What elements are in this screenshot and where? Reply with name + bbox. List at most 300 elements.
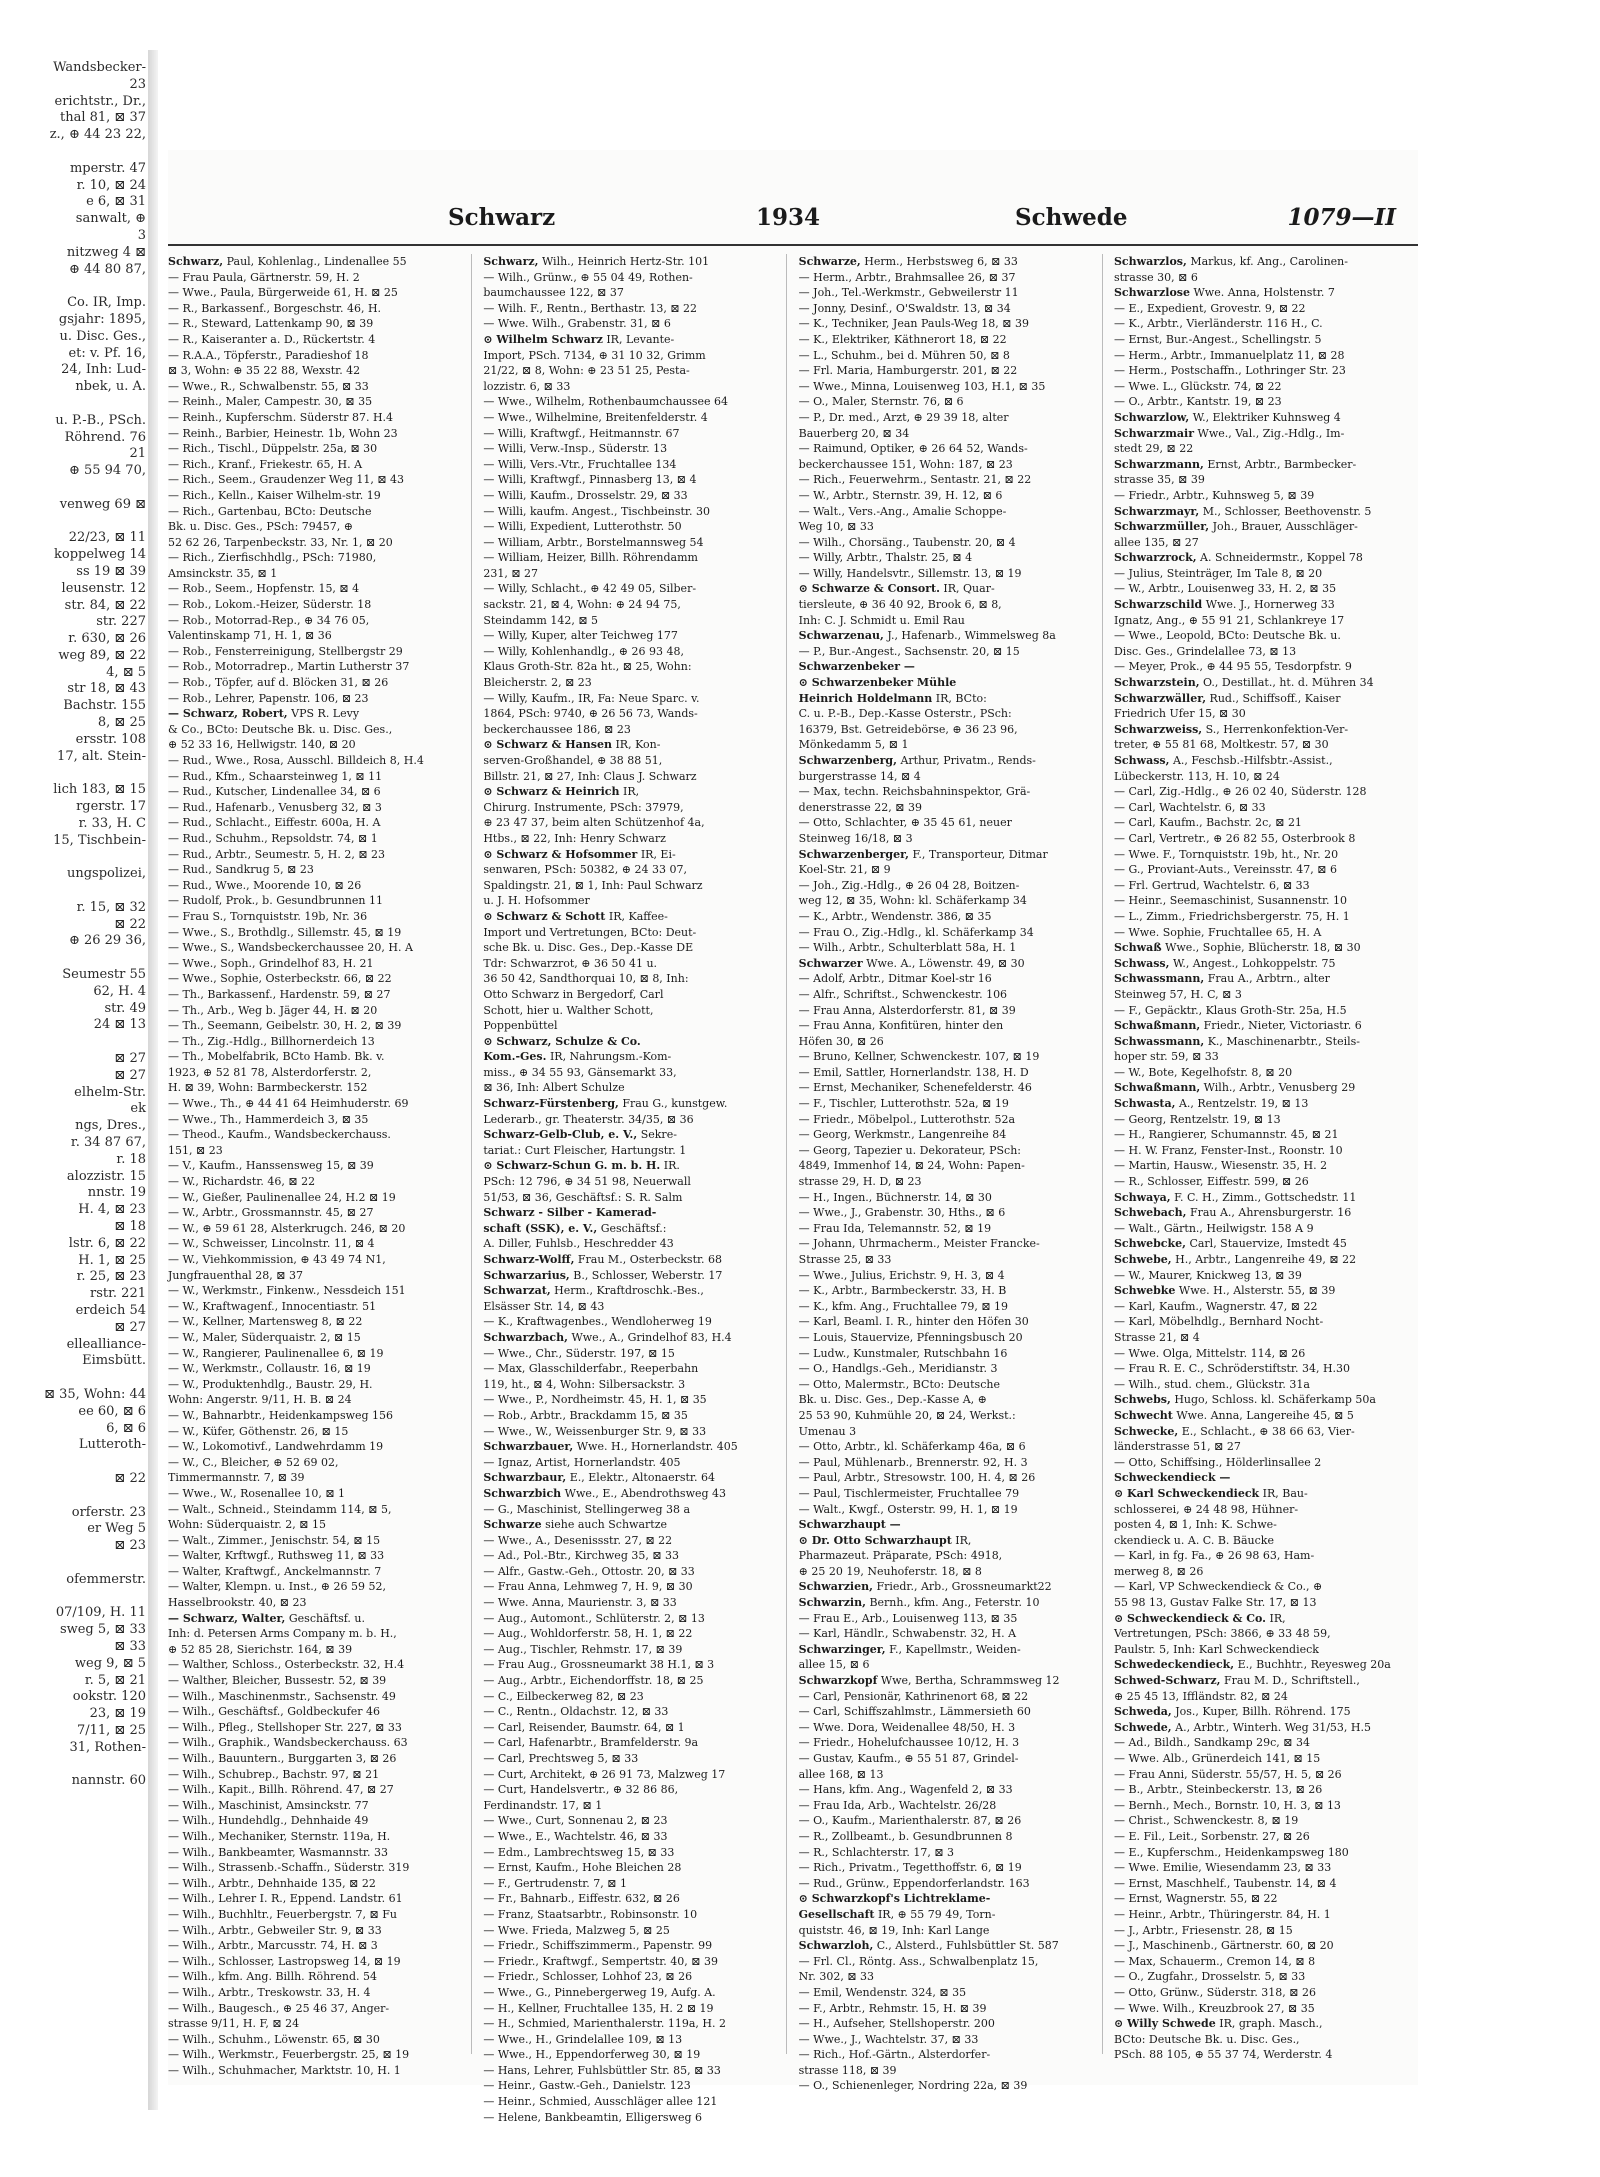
entry-name: ⊙ Schwarz-Schun G. m. b. H.: [483, 1159, 661, 1173]
entry-name: Schwarzien,: [798, 1580, 873, 1594]
directory-entry: [1114, 488, 1414, 504]
entry-text: — Wwe. Anna, Maurienstr. 3, ⊠ 33: [483, 1596, 677, 1610]
entry-text: IR, Nahrungsm.-Kom-: [549, 1050, 672, 1064]
fragment-line: weg 9, ⊠ 5: [74, 1655, 146, 1671]
entry-text: — O., Zugfahr., Drosselstr. 5, ⊠ 33: [1113, 1970, 1306, 1984]
entry-text: — Friedr., Hohelufchaussee 10/12, H. 3: [798, 1736, 1020, 1750]
entry-text: 231, ⊠ 27: [483, 566, 539, 580]
entry-text: — O., Schienenleger, Nordring 22a, ⊠ 39: [798, 2079, 1028, 2093]
directory-entry: [483, 2001, 782, 2017]
entry-text: — Carl, Wachtelstr. 6, ⊠ 33: [1113, 800, 1266, 814]
entry-text: Disc. Ges., Grindelallee 73, ⊠ 13: [1113, 644, 1297, 658]
entry-text: — Rob., Fensterreinigung, Stellbergstr 29: [168, 644, 403, 658]
entry-text: treter, ⊕ 55 81 68, Moltkestr. 57, ⊠ 30: [1113, 738, 1329, 752]
entry-text: — Wwe., Wilhelmine, Breitenfelderstr. 4: [483, 410, 708, 424]
entry-text: — Rud., Hafenarb., Venusberg 32, ⊠ 3: [168, 800, 382, 814]
directory-entry: [168, 1486, 467, 1502]
entry-text: — Wwe., Wilhelm, Rothenbaumchaussee 64: [483, 395, 729, 409]
entry-text: — W., Lokomotivf., Landwehrdamm 19: [168, 1440, 384, 1454]
entry-text: O., Destillat., ht. d. Mühren 34: [1203, 676, 1374, 690]
directory-entry: [483, 1377, 782, 1393]
fragment-line: r. 10, ⊠ 24: [76, 177, 146, 193]
directory-entry: [168, 2063, 467, 2079]
entry-text: — Ernst, Mechaniker, Schenefelderstr. 46: [798, 1081, 1032, 1095]
entry-text: — Wwe., Julius, Erichstr. 9, H. 3, ⊠ 4: [798, 1268, 1005, 1282]
entry-text: ⊕ 25 20 19, Neuhoferstr. 18, ⊠ 8: [798, 1564, 982, 1578]
directory-entry: [799, 862, 1098, 878]
directory-entry: [1114, 862, 1414, 878]
entry-text: — Paul, Arbtr., Stresowstr. 100, H. 4, ⊠ 26: [798, 1471, 1036, 1485]
entry-text: — Wilh., Schlosser, Lastropsweg 14, ⊠ 19: [168, 1954, 401, 1968]
entry-text: Carl, Stauervize, Imstedt 45: [1189, 1237, 1347, 1251]
entry-text: — Wwe., H., Eppendorferweg 30, ⊠ 19: [483, 2048, 701, 2062]
entry-text: Weg 10, ⊠ 33: [798, 520, 874, 534]
directory-entry: [1114, 831, 1414, 847]
entry-text: — Wwe. Dora, Weidenallee 48/50, H. 3: [798, 1720, 1016, 1734]
directory-entry: [168, 394, 467, 410]
directory-entry: [799, 1673, 1098, 1689]
directory-entry: [799, 566, 1098, 582]
entry-text: sche Bk. u. Disc. Ges., Dep.-Kasse DE: [483, 941, 694, 955]
fragment-line: [0, 765, 146, 782]
directory-entry: [799, 1252, 1098, 1268]
entry-text: Schott, hier u. Walther Schott,: [483, 1003, 654, 1017]
directory-entry: [1114, 628, 1414, 644]
directory-entry: [1114, 1190, 1414, 1206]
directory-entry: [483, 550, 782, 566]
entry-text: H., Arbtr., Langenreihe 49, ⊠ 22: [1175, 1253, 1357, 1266]
entry-text: — Wilh., Chorsäng., Taubenstr. 20, ⊠ 4: [798, 535, 1016, 549]
directory-entry: [799, 1065, 1098, 1081]
directory-entry: [1114, 1876, 1414, 1892]
entry-text: — Walt., Gärtn., Heilwigstr. 158 A 9: [1113, 1221, 1314, 1235]
directory-entry: [168, 1049, 467, 1065]
entry-text: — Willy, Kohlenhandlg., ⊕ 26 93 48,: [483, 644, 684, 658]
entry-text: Bk. u. Disc. Ges., PSch: 79457, ⊕: [168, 520, 353, 534]
entry-text: — Wwe., Chr., Süderstr. 197, ⊠ 15: [483, 1346, 675, 1360]
entry-text: — Wilh., Maschinenmstr., Sachsenstr. 49: [168, 1689, 396, 1703]
fragment-line: nbek, u. A.: [75, 379, 146, 395]
directory-entry: [1114, 379, 1414, 395]
entry-text: Steinweg 57, H. C, ⊠ 3: [1113, 987, 1242, 1001]
directory-entry: [1114, 2047, 1414, 2063]
directory-entry: [168, 644, 467, 660]
directory-entry: [168, 1985, 467, 2001]
entry-text: — Fr., Bahnarb., Eiffestr. 632, ⊠ 26: [483, 1892, 680, 1906]
entry-text: IR, graph. Masch.,: [1219, 2017, 1323, 2031]
fragment-line: ellealliance-: [66, 1336, 146, 1352]
entry-text: 119, ht., ⊠ 4, Wohn: Silbersackstr. 3: [483, 1377, 686, 1391]
entry-text: Wohn: Angerstr. 9/11, H. B. ⊠ 24: [168, 1393, 352, 1407]
directory-entry: [1114, 925, 1414, 941]
directory-entry: [799, 348, 1098, 364]
entry-text: — Walther, Schloss., Osterbeckstr. 32, H.4: [168, 1658, 405, 1672]
fragment-line: [0, 144, 146, 161]
entry-text: — Heinr., Arbtr., Thüringerstr. 84, H. 1: [1113, 1907, 1331, 1921]
fragment-line: H. 4, ⊠ 23: [78, 1202, 146, 1218]
entry-text: miss., ⊕ 34 55 93, Gänsemarkt 33,: [483, 1065, 677, 1079]
directory-entry: [799, 332, 1098, 348]
entry-name: Schwaya,: [1113, 1190, 1171, 1204]
entry-text: Wwe. Anna, Holstenstr. 7: [1193, 286, 1335, 300]
entry-text: allee 168, ⊠ 13: [798, 1767, 884, 1781]
directory-entry: [483, 1314, 782, 1330]
entry-text: — Heinr., Gastw.-Geh., Danielstr. 123: [483, 2079, 691, 2093]
directory-entry: [168, 301, 467, 317]
fragment-line: 21: [129, 446, 146, 462]
directory-entry: [1114, 1907, 1414, 1923]
directory-entry: [483, 878, 782, 894]
entry-text: K., Maschinenarbtr., Steils-: [1207, 1034, 1361, 1048]
entry-text: IR, ⊕ 55 79 49, Torn-: [877, 1907, 996, 1921]
directory-entry: [1114, 1049, 1414, 1065]
directory-entry: [1114, 1502, 1414, 1518]
directory-entry: [799, 644, 1098, 660]
directory-entry: [799, 815, 1098, 831]
directory-entry: [1114, 971, 1414, 987]
fragment-line: 23, ⊠ 19: [89, 1706, 146, 1722]
entry-text: — Wilh., Graphik., Wandsbeckerchauss. 63: [168, 1736, 408, 1750]
directory-entry: [1114, 1533, 1414, 1549]
entry-text: hoper str. 59, ⊠ 33: [1113, 1050, 1219, 1064]
entry-text: Timmermannstr. 7, ⊠ 39: [168, 1471, 305, 1485]
directory-entry: [483, 1455, 782, 1471]
directory-entry: [799, 316, 1098, 332]
book-gutter: [148, 50, 158, 2110]
directory-entry: [168, 800, 467, 816]
directory-entry: [483, 363, 782, 379]
entry-text: — Alfr., Gastw.-Geh., Ottostr. 20, ⊠ 33: [483, 1564, 695, 1578]
directory-entry: [168, 1782, 467, 1798]
directory-entry: [483, 1564, 782, 1580]
directory-entry: [1114, 1127, 1414, 1143]
directory-entry: [799, 301, 1098, 317]
directory-entry: [168, 1346, 467, 1362]
entry-text: — Otto, Schiffsing., Hölderlinsallee 2: [1113, 1455, 1322, 1469]
entry-text: — Max, Glasschilderfabr., Reeperbahn: [483, 1362, 699, 1376]
entry-text: W., Elektriker Kuhnsweg 4: [1192, 410, 1341, 424]
entry-text: ⊕ 23 47 37, beim alten Schützenhof 4a,: [483, 816, 705, 830]
entry-text: — Rud., Schlacht., Eiffestr. 600a, H. A: [168, 816, 381, 830]
entry-text: — Max, Schauerm., Cremon 14, ⊠ 8: [1113, 1954, 1316, 1968]
directory-entry: [168, 1564, 467, 1580]
entry-text: Koel-Str. 21, ⊠ 9: [798, 863, 891, 877]
entry-text: — Ad., Bildh., Sandkamp 29c, ⊠ 34: [1113, 1736, 1310, 1750]
fragment-line: [0, 278, 146, 295]
fragment-line: sweg 5, ⊠ 33: [59, 1622, 146, 1638]
entry-text: Wwe. H., Hornerlandstr. 405: [576, 1440, 738, 1454]
directory-entry: [799, 1642, 1098, 1658]
directory-entry: [1114, 1283, 1414, 1299]
entry-text: — Helene, Bankbeamtin, Elligersweg 6: [483, 2110, 702, 2124]
directory-entry: [1114, 1158, 1414, 1174]
directory-entry: [799, 831, 1098, 847]
entry-text: — Th., Zig.-Hdlg., Billhornerdeich 13: [168, 1034, 375, 1048]
entry-name: Schwarzweiss,: [1113, 722, 1203, 736]
entry-text: — H., Kellner, Fruchtallee 135, H. 2 ⊠ 19: [483, 2001, 714, 2015]
entry-text: — Frau O., Zig.-Hdlg., kl. Schäferkamp 34: [798, 925, 1034, 939]
directory-entry: [168, 1735, 467, 1751]
entry-text: Frau M. D., Schriftstell.,: [1223, 1674, 1360, 1688]
directory-entry: [168, 1938, 467, 1954]
entry-text: — Carl, Reisender, Baumstr. 64, ⊠ 1: [483, 1720, 685, 1734]
entry-text: — Reinh., Kupferschm. Süderstr 87. H.4: [168, 410, 394, 424]
directory-entry: [1114, 1470, 1414, 1486]
entry-name: Schwarzschild: [1113, 598, 1203, 612]
directory-entry: [168, 878, 467, 894]
directory-entry: [483, 2063, 782, 2079]
directory-entry: [168, 550, 467, 566]
entry-text: VPS R. Levy: [291, 707, 360, 721]
directory-entry: [799, 519, 1098, 535]
directory-entry: [483, 675, 782, 691]
entry-text: — Wilh., Grünw., ⊕ 55 04 49, Rothen-: [483, 270, 693, 284]
entry-text: — Otto, Malermstr., BCto: Deutsche: [798, 1377, 1000, 1391]
fragment-line: u. P.-B., PSch.: [55, 412, 146, 428]
directory-entry: [168, 1408, 467, 1424]
entry-text: A., Feschsb.-Hilfsbtr.-Assist.,: [1172, 754, 1333, 767]
fragment-line: 17, alt. Stein-: [57, 748, 146, 764]
directory-entry: [1114, 1330, 1414, 1346]
fragment-line: 6, ⊠ 6: [106, 1420, 146, 1436]
directory-entry: [1114, 1548, 1414, 1564]
directory-entry: [168, 457, 467, 473]
directory-entry: [799, 1735, 1098, 1751]
entry-text: — Frl. Maria, Hamburgerstr. 201, ⊠ 22: [798, 364, 1018, 378]
directory-entry: [483, 270, 782, 286]
directory-entry: [799, 956, 1098, 972]
entry-text: A. Schneidermstr., Koppel 78: [1200, 551, 1363, 565]
directory-entry: [799, 1891, 1098, 1907]
fragment-line: [0, 480, 146, 497]
directory-entry: [168, 1923, 467, 1939]
entry-name: Schwarzlos,: [1113, 255, 1187, 268]
directory-entry: [799, 769, 1098, 785]
entry-text: — Rich., Zierfischhdlg., PSch: 71980,: [168, 551, 377, 565]
directory-entry: [168, 1127, 467, 1143]
directory-entry: [799, 1096, 1098, 1112]
entry-text: — Theod., Kaufm., Wandsbeckerchauss.: [168, 1128, 391, 1142]
entry-text: — W., Schweisser, Lincolnstr. 11, ⊠ 4: [168, 1237, 375, 1251]
directory-entry: [483, 1626, 782, 1642]
entry-name: — Schwarz, Walter,: [168, 1611, 286, 1625]
entry-text: — Wwe. Frieda, Malzweg 5, ⊠ 25: [483, 1923, 670, 1937]
entry-text: — O., Kaufm., Marienthalerstr. 87, ⊠ 26: [798, 1814, 1022, 1828]
fragment-line: z., ⊕ 44 23 22,: [49, 127, 146, 143]
directory-entry: [168, 1252, 467, 1268]
directory-entry: [168, 581, 467, 597]
entry-text: C. u. P.-B., Dep.-Kasse Osterstr., PSch:: [798, 707, 1012, 721]
entry-text: Ferdinandstr. 17, ⊠ 1: [483, 1798, 603, 1812]
entry-name: Schwass,: [1113, 754, 1170, 767]
entry-text: Amsinckstr. 35, ⊠ 1: [168, 566, 278, 580]
directory-entry: [483, 1439, 782, 1455]
directory-entry: [483, 2110, 782, 2126]
directory-entry: [168, 1143, 467, 1159]
entry-text: — Karl, VP Schweckendieck & Co., ⊕: [1113, 1580, 1323, 1594]
entry-name: Schwasta,: [1113, 1097, 1176, 1111]
entry-text: — Willy, Handelsvtr., Sillemstr. 13, ⊠ 19: [798, 566, 1022, 580]
entry-text: — K., Elektriker, Käthnerort 18, ⊠ 22: [798, 332, 1007, 346]
entry-text: — R., Schlosser, Eiffestr. 599, ⊠ 26: [1113, 1175, 1309, 1189]
directory-entry: [483, 441, 782, 457]
directory-entry: [1114, 1689, 1414, 1705]
directory-entry: [1114, 1798, 1414, 1814]
fragment-line: ⊠ 33: [114, 1638, 146, 1654]
entry-text: — O., Maler, Sternstr. 76, ⊠ 6: [798, 395, 964, 409]
directory-entry: [799, 2047, 1098, 2063]
entry-text: Wwe., Sophie, Blücherstr. 18, ⊠ 30: [1165, 941, 1361, 955]
entry-text: — Willi, kaufm. Angest., Tischbeinstr. 30: [483, 504, 710, 518]
directory-entry: [1114, 2016, 1414, 2032]
entry-text: — Ad., Pol.-Btr., Kirchweg 35, ⊠ 33: [483, 1549, 680, 1563]
directory-entry: [168, 1299, 467, 1315]
directory-entry: [168, 1377, 467, 1393]
directory-entry: [799, 363, 1098, 379]
entry-text: — Rich., Seem., Graudenzer Weg 11, ⊠ 43: [168, 473, 405, 487]
entry-text: — Frau Anna, Konfitüren, hinter den: [798, 1019, 1004, 1033]
directory-entry: [1114, 1314, 1414, 1330]
directory-entry: [483, 1876, 782, 1892]
entry-text: — Wwe., Sophie, Osterbeckstr. 66, ⊠ 22: [168, 972, 392, 986]
entry-text: — F., Arbtr., Rehmstr. 15, H. ⊠ 39: [798, 2001, 987, 2015]
directory-entry: [168, 1548, 467, 1564]
entry-text: — Wwe., W., Rosenallee 10, ⊠ 1: [168, 1486, 346, 1500]
entry-text: — G., Maschinist, Stellingerweg 38 a: [483, 1502, 691, 1516]
entry-text: Spaldingstr. 21, ⊠ 1, Inh: Paul Schwarz: [483, 878, 703, 892]
entry-text: — Wilh., Lehrer I. R., Eppend. Landstr. 61: [168, 1892, 403, 1906]
entry-text: — H., Schmied, Marienthalerstr. 119a, H. 2: [483, 2017, 726, 2031]
entry-text: — W., Richardstr. 46, ⊠ 22: [168, 1175, 316, 1189]
directory-entry: [168, 1767, 467, 1783]
directory-entry: [1114, 457, 1414, 473]
entry-text: — P., Bur.-Angest., Sachsenstr. 20, ⊠ 15: [798, 644, 1020, 658]
entry-text: — Carl, Hafenarbtr., Bramfelderstr. 9a: [483, 1736, 699, 1750]
entry-text: — Wwe. Olga, Mittelstr. 114, ⊠ 26: [1113, 1346, 1306, 1360]
directory-entry: [483, 394, 782, 410]
directory-entry: [799, 784, 1098, 800]
fragment-line: ⊠ 22: [114, 1470, 146, 1486]
directory-entry: [168, 1065, 467, 1081]
entry-text: allee 135, ⊠ 27: [1113, 535, 1199, 549]
entry-text: — Carl, Vertretr., ⊕ 26 82 55, Osterbrook 8: [1113, 831, 1356, 845]
entry-name: Schwarzbaur,: [483, 1471, 567, 1485]
directory-entry: [168, 348, 467, 364]
entry-text: — Aug., Wohldorferstr. 58, H. 1, ⊠ 22: [483, 1627, 693, 1641]
entry-text: — Rob., Lehrer, Papenstr. 106, ⊠ 23: [168, 691, 369, 705]
entry-text: Markus, kf. Ang., Carolinen-: [1190, 255, 1348, 268]
directory-entry: [1114, 2001, 1414, 2017]
entry-text: ⊕ 52 85 28, Sierichstr. 164, ⊠ 39: [168, 1642, 353, 1656]
directory-entry: [1114, 1845, 1414, 1861]
directory-entry: [799, 1969, 1098, 1985]
entry-text: — Hans, Lehrer, Fuhlsbüttler Str. 85, ⊠ 33: [483, 2063, 721, 2077]
entry-text: Frau A., Ahrensburgerstr. 16: [1189, 1206, 1352, 1220]
entry-text: A., Rentzelstr. 19, ⊠ 13: [1178, 1097, 1309, 1111]
directory-entry: [483, 1891, 782, 1907]
directory-entry: [168, 956, 467, 972]
entry-name: Schwarzmayr,: [1113, 504, 1200, 518]
entry-text: — Karl, Händlr., Schwabenstr. 32, H. A: [798, 1627, 1017, 1641]
directory-entry: [799, 1486, 1098, 1502]
entry-text: — Frau Aug., Grossneumarkt 38 H.1, ⊠ 3: [483, 1658, 715, 1672]
entry-name: Schwarzin,: [798, 1596, 866, 1610]
fragment-line: Wandsbecker-: [53, 60, 146, 75]
header-year: 1934: [756, 204, 821, 231]
entry-name: Schwarze: [483, 1518, 542, 1532]
directory-entry: [168, 1268, 467, 1284]
entry-name: Schwarzenau,: [798, 629, 884, 643]
entry-name: ⊙ Schwarzkopf's Lichtreklame-: [798, 1892, 991, 1906]
entry-text: — W., C., Bleicher, ⊕ 52 69 02,: [168, 1455, 339, 1469]
entry-text: baumchaussee 122, ⊠ 37: [483, 286, 624, 300]
fragment-line: ⊠ 27: [114, 1051, 146, 1067]
directory-entry: [799, 1689, 1098, 1705]
entry-text: Import und Vertretungen, BCto: Deut-: [483, 925, 697, 939]
entry-text: — Johann, Uhrmacherm., Meister Francke-: [798, 1237, 1040, 1251]
entry-text: — Th., Barkassenf., Hardenstr. 59, ⊠ 27: [168, 987, 391, 1001]
directory-entry: [483, 1236, 782, 1252]
entry-text: — Wilh., Arbtr., Gebweiler Str. 9, ⊠ 33: [168, 1923, 382, 1937]
directory-entry: [1114, 987, 1414, 1003]
entry-text: — R.A.A., Töpferstr., Paradieshof 18: [168, 348, 369, 362]
directory-entry: [168, 1361, 467, 1377]
entry-text: — Hans, kfm. Ang., Wagenfeld 2, ⊠ 33: [798, 1783, 1013, 1797]
entry-text: — W., Werkmstr., Collaustr. 16, ⊠ 19: [168, 1362, 371, 1376]
directory-entry: [1114, 769, 1414, 785]
entry-text: — Rob., Töpfer, auf d. Blöcken 31, ⊠ 26: [168, 676, 389, 690]
fragment-line: ⊠ 35, Wohn: 44: [44, 1386, 146, 1402]
directory-entry: [168, 909, 467, 925]
directory-entry: [799, 426, 1098, 442]
directory-entry: [483, 1595, 782, 1611]
entry-text: — F., Gertrudenstr. 7, ⊠ 1: [483, 1876, 627, 1890]
entry-text: — Friedr., Schlosser, Lohhof 23, ⊠ 26: [483, 1970, 693, 1984]
entry-text: IR, Kon-: [615, 738, 661, 752]
entry-name: Schwassmann,: [1113, 1034, 1205, 1048]
directory-entry: [1114, 1813, 1414, 1829]
entry-text: Wwe. A., Löwenstr. 49, ⊠ 30: [866, 956, 1025, 970]
entry-text: IR,: [622, 785, 640, 799]
fragment-line: r. 5, ⊠ 21: [84, 1672, 146, 1688]
directory-entry: [1114, 254, 1414, 270]
fragment-line: u. Disc. Ges.,: [59, 328, 146, 344]
entry-text: ckendieck u. A. C. B. Bäucke: [1113, 1533, 1274, 1547]
entry-text: Klaus Groth-Str. 82a ht., ⊠ 25, Wohn:: [483, 660, 692, 674]
entry-text: — Rich., Kranf., Friekestr. 65, H. A: [168, 457, 363, 471]
directory-entry: [483, 659, 782, 675]
entry-name: Schwaß: [1113, 941, 1162, 955]
directory-entry: [483, 893, 782, 909]
entry-text: — R., Steward, Lattenkamp 90, ⊠ 39: [168, 317, 374, 331]
fragment-line: Co. IR, Imp.: [67, 295, 146, 311]
directory-entry: [483, 2047, 782, 2063]
entry-text: — Wilh., Arbtr., Marcusstr. 74, H. ⊠ 3: [168, 1939, 378, 1953]
directory-entry: [1114, 1112, 1414, 1128]
entry-text: — Rich., Feuerwehrm., Sentastr. 21, ⊠ 22: [798, 473, 1032, 487]
entry-name: Schwarz-Fürstenberg,: [483, 1097, 619, 1111]
directory-entry: [1114, 659, 1414, 675]
entry-name: ⊙ Schweckendieck & Co.: [1113, 1611, 1266, 1625]
entry-text: — Friedr., Arbtr., Kuhnsweg 5, ⊠ 39: [1113, 488, 1315, 502]
entry-name: Schwarzbach,: [483, 1330, 568, 1344]
entry-text: — Max, techn. Reichsbahninspektor, Grä-: [798, 785, 1031, 799]
directory-entry: [483, 784, 782, 800]
directory-entry: [799, 1876, 1098, 1892]
entry-text: — Otto, Arbtr., kl. Schäferkamp 46a, ⊠ 6: [798, 1440, 1026, 1454]
directory-entry: [483, 1782, 782, 1798]
entry-text: — Georg, Tapezier u. Dekorateur, PSch:: [798, 1143, 1021, 1157]
